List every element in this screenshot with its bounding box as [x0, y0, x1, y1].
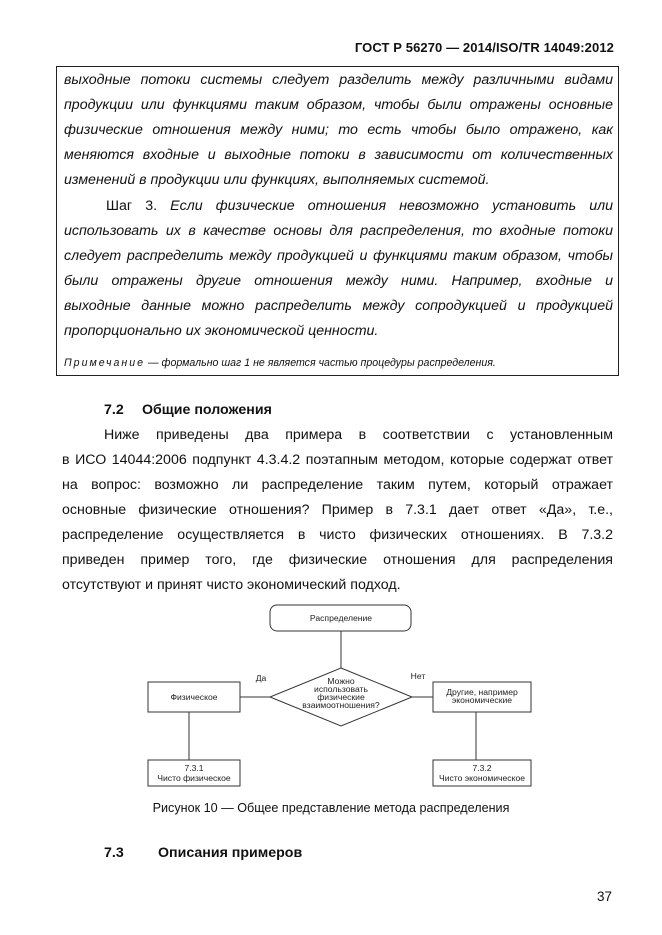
no-label: Нет	[410, 671, 426, 681]
box-line: продукции или функциями таким образом, чтобы были отражены основные	[64, 97, 613, 113]
yes-label: Да	[255, 673, 267, 683]
box-line: меняются входные и выходные потоки в зависимости от количественных	[64, 147, 613, 163]
box-line: выходные потоки системы следует разделить между различными видами	[64, 72, 613, 88]
section-number: 7.3	[104, 845, 124, 861]
result-economic-number: 7.3.2	[472, 763, 492, 773]
box-line: выходные данные можно распределить между сопродукцией и продукцией	[64, 298, 613, 314]
step3-text: Если физические отношения невозможно установить или	[170, 198, 613, 214]
other-label-line: экономические	[451, 695, 513, 705]
question-line: взаимоотношения?	[302, 700, 380, 710]
paragraph-line: в ИСО 14044:2006 подпункт 4.3.4.2 поэтапным методом, которые содержат ответ	[62, 452, 613, 468]
paragraph-line: приведен пример того, где физические отношения для распределения	[62, 552, 613, 568]
result-physical-number: 7.3.1	[184, 763, 204, 773]
question-line: физические	[317, 692, 365, 702]
section-number: 7.2	[104, 402, 124, 418]
section-heading-7-3	[104, 845, 302, 861]
result-physical-label: Чисто физическое	[157, 773, 231, 783]
paragraph-line: Ниже приведены два примера в соответствии с установленным	[104, 427, 613, 443]
question-line: Можно	[327, 676, 355, 686]
document-code: ГОСТ Р 56270 — 2014/ISO/TR 14049:2012	[354, 40, 614, 55]
box-line: использовать их в качестве основы для распределения, то входные потоки	[64, 223, 613, 239]
box-line: следует распределить между продукцией и функциями таким образом, чтобы	[64, 248, 613, 264]
box-line: были отражены другие отношения между ними. Например, входные и	[64, 273, 613, 289]
box-line: пропорционально их экономической ценности.	[64, 323, 379, 339]
step3-label: Шаг 3.	[106, 198, 158, 214]
paragraph-line: на вопрос: возможно ли распределение таким путем, который отражает	[62, 477, 613, 493]
paragraph-line: основные физические отношения? Пример в 7.3.1 дает ответ «Да», т.е.,	[62, 502, 613, 518]
start-label: Распределение	[309, 613, 373, 623]
physical-label: Физическое	[170, 692, 218, 702]
result-economic-label: Чисто экономическое	[438, 773, 526, 783]
box-line: физические отношения между ними; то есть чтобы было отражено, как	[64, 122, 613, 138]
other-label-line: Другие, например	[446, 687, 518, 697]
figure-caption: Рисунок 10 — Общее представление метода распределения	[152, 801, 510, 815]
section-title: Описания примеров	[158, 845, 303, 861]
paragraph-line: распределение осуществляется в чисто физических отношениях. В 7.3.2	[62, 527, 613, 543]
box-line: изменений в продукции или функциях, выполняемых системой.	[64, 172, 490, 188]
note-text: — формально шаг 1 не является частью процедуры распределения.	[145, 357, 496, 369]
note-label: Примечание	[64, 357, 146, 369]
section-title: Общие положения	[142, 402, 272, 418]
paragraph-line: отсутствуют и принят чисто экономический подход.	[62, 577, 401, 593]
question-line: использовать	[314, 684, 368, 694]
page-number: 37	[596, 889, 612, 904]
